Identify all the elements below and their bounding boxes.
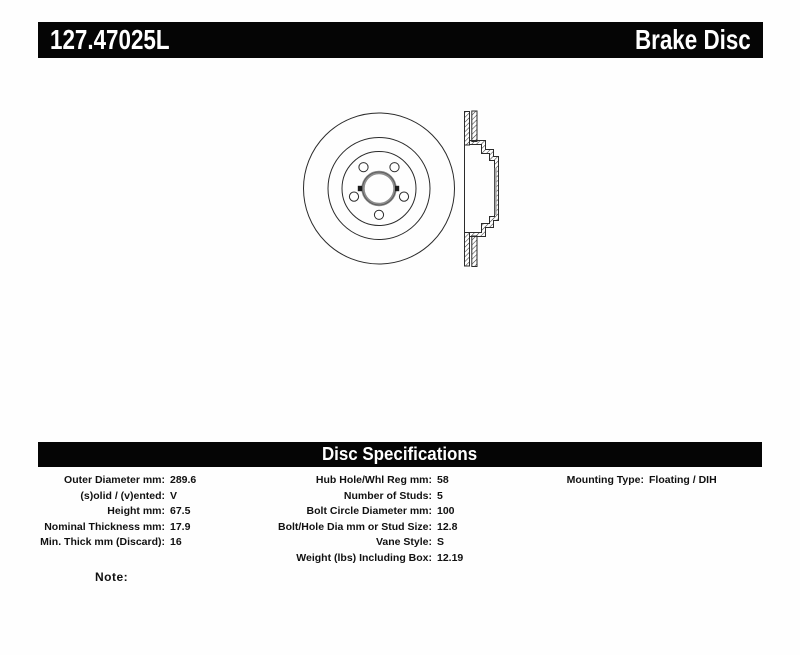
bore-tab-left xyxy=(358,186,362,191)
spec-section-title: Disc Specifications xyxy=(322,444,478,464)
spec-value: 58 xyxy=(437,474,449,486)
spec-label: Nominal Thickness mm: xyxy=(44,520,165,533)
spec-row xyxy=(39,535,279,551)
ring-plate-top-inner xyxy=(472,111,477,142)
spec-value: V xyxy=(170,489,178,502)
friction-ring-inner-edge xyxy=(328,138,430,240)
spec-value: Floating / DIH xyxy=(649,474,717,486)
spec-column-mounting xyxy=(277,473,557,567)
spec-row xyxy=(39,520,279,536)
note-label: Note: xyxy=(95,570,129,584)
spec-label: Number of Studs: xyxy=(343,489,432,502)
center-bore xyxy=(363,173,395,205)
spec-column-type xyxy=(562,473,762,489)
spec-row xyxy=(562,473,762,489)
spec-section-header xyxy=(38,442,762,467)
spec-label: Bolt Circle Diameter mm: xyxy=(306,505,432,518)
brake-disc-cross-section-icon xyxy=(465,111,499,267)
header-bar xyxy=(38,22,763,58)
spec-row xyxy=(277,535,557,551)
spec-value: 289.6 xyxy=(170,474,197,486)
spec-row xyxy=(277,473,557,489)
spec-label: Mounting Type: xyxy=(566,474,644,486)
spec-value: 17.9 xyxy=(170,520,191,533)
ring-plate-bottom-inner xyxy=(472,236,477,267)
spec-value: 12.8 xyxy=(437,520,458,533)
stud-hole-right xyxy=(399,192,408,201)
disc-outer-edge xyxy=(304,113,455,264)
stud-hole-left xyxy=(349,192,358,201)
hat-section xyxy=(470,141,499,237)
spec-row xyxy=(277,504,557,520)
ring-plate-bottom-outer xyxy=(465,233,470,267)
spec-value: 100 xyxy=(437,505,455,518)
spec-label: Outer Diameter mm: xyxy=(64,474,165,486)
spec-value: 67.5 xyxy=(170,505,191,518)
brake-disc-drawing xyxy=(280,88,510,288)
spec-label: (s)olid / (v)ented: xyxy=(80,489,165,502)
ring-plate-top-outer xyxy=(465,112,470,146)
part-number: 127.47025L xyxy=(50,24,170,55)
bore-tab-right xyxy=(395,186,399,191)
center-bore-edge xyxy=(363,172,396,205)
product-type-title: Brake Disc xyxy=(635,24,751,55)
spec-label: Bolt/Hole Dia mm or Stud Size: xyxy=(277,520,432,533)
spec-row xyxy=(277,489,557,505)
spec-label: Vane Style: xyxy=(375,536,432,549)
stud-hole-top-left xyxy=(359,163,368,172)
spec-value: 12.19 xyxy=(437,551,464,564)
spec-row xyxy=(39,489,279,505)
spec-row xyxy=(39,473,279,489)
spec-label: Weight (lbs) Including Box: xyxy=(296,551,432,564)
stud-hole-bottom xyxy=(374,210,383,219)
spec-label: Hub Hole/Whl Reg mm: xyxy=(315,474,432,486)
spec-label: Min. Thick mm (Discard): xyxy=(40,536,165,549)
stud-hole-top-right xyxy=(390,163,399,172)
spec-value: 5 xyxy=(437,489,443,502)
spec-label: Height mm: xyxy=(107,505,165,518)
spec-row xyxy=(277,520,557,536)
spec-value: 16 xyxy=(170,536,182,549)
spec-row xyxy=(277,551,557,567)
spec-row xyxy=(39,504,279,520)
spec-column-dimensions xyxy=(39,473,279,551)
brake-disc-front-view-icon xyxy=(304,113,455,264)
spec-value: S xyxy=(437,536,445,549)
